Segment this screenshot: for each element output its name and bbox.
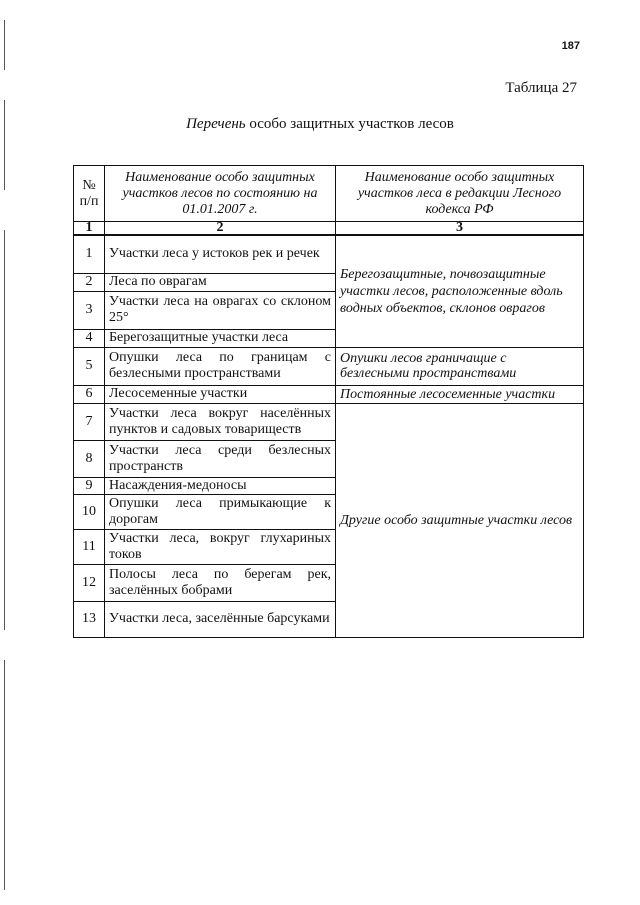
row-number: 5 (74, 347, 105, 385)
margin-line (4, 100, 5, 190)
category-cell: Берегозащитные, почвозащитные участки лесов, расположенные вдоль водных объектов, склонов оврагов (336, 235, 584, 347)
row-number: 2 (74, 273, 105, 291)
row-name: Лесосеменные участки (105, 385, 336, 403)
row-name: Опушки леса по границам с безлесными пространствами (105, 347, 336, 385)
table-row (74, 235, 584, 273)
row-number: 1 (74, 235, 105, 273)
protected-areas-table (73, 165, 584, 638)
table-row (74, 403, 584, 440)
row-number: 3 (74, 291, 105, 329)
header-number: № п/п (74, 166, 105, 222)
margin-line (4, 660, 5, 890)
page-number: 187 (561, 40, 580, 52)
row-name: Участки леса вокруг населённых пунктов и садовых товариществ (105, 403, 336, 440)
row-number: 6 (74, 385, 105, 403)
category-cell: Другие особо защитные участки лесов (336, 403, 584, 637)
title-italic: Перечень (186, 116, 246, 132)
table-title (0, 116, 640, 133)
column-index: 2 (105, 222, 336, 236)
row-number: 9 (74, 477, 105, 494)
margin-line (4, 230, 5, 630)
header-row (74, 166, 584, 222)
margin-line (4, 20, 5, 70)
column-index: 1 (74, 222, 105, 236)
title-rest: особо защитных участков лесов (245, 116, 454, 132)
row-number: 4 (74, 329, 105, 347)
row-name: Полосы леса по берегам рек, заселённых бобрами (105, 564, 336, 601)
row-name: Леса по оврагам (105, 273, 336, 291)
category-cell: Опушки лесов граничащие с безлесными пространствами (336, 347, 584, 385)
row-number: 12 (74, 564, 105, 601)
header-new-name: Наименование особо защитных участков леса в редакции Лесного кодекса РФ (336, 166, 584, 222)
row-name: Опушки леса примыкающие к дорогам (105, 494, 336, 529)
row-number: 8 (74, 440, 105, 477)
row-name: Участки леса, заселённые барсуками (105, 601, 336, 637)
column-index-row (74, 222, 584, 236)
column-index: 3 (336, 222, 584, 236)
header-old-name: Наименование особо защитных участков лесов по состоянию на 01.01.2007 г. (105, 166, 336, 222)
table-row (74, 347, 584, 385)
row-name: Участки леса среди безлесных пространств (105, 440, 336, 477)
row-name: Участки леса, вокруг глухариных токов (105, 529, 336, 564)
row-number: 10 (74, 494, 105, 529)
row-name: Насаждения-медоносы (105, 477, 336, 494)
row-number: 13 (74, 601, 105, 637)
row-name: Берегозащитные участки леса (105, 329, 336, 347)
table-row (74, 385, 584, 403)
category-cell: Постоянные лесосеменные участки (336, 385, 584, 403)
row-number: 11 (74, 529, 105, 564)
row-number: 7 (74, 403, 105, 440)
row-name: Участки леса на оврагах со склоном 25° (105, 291, 336, 329)
row-name: Участки леса у истоков рек и речек (105, 235, 336, 273)
table-label: Таблица 27 (505, 80, 577, 96)
